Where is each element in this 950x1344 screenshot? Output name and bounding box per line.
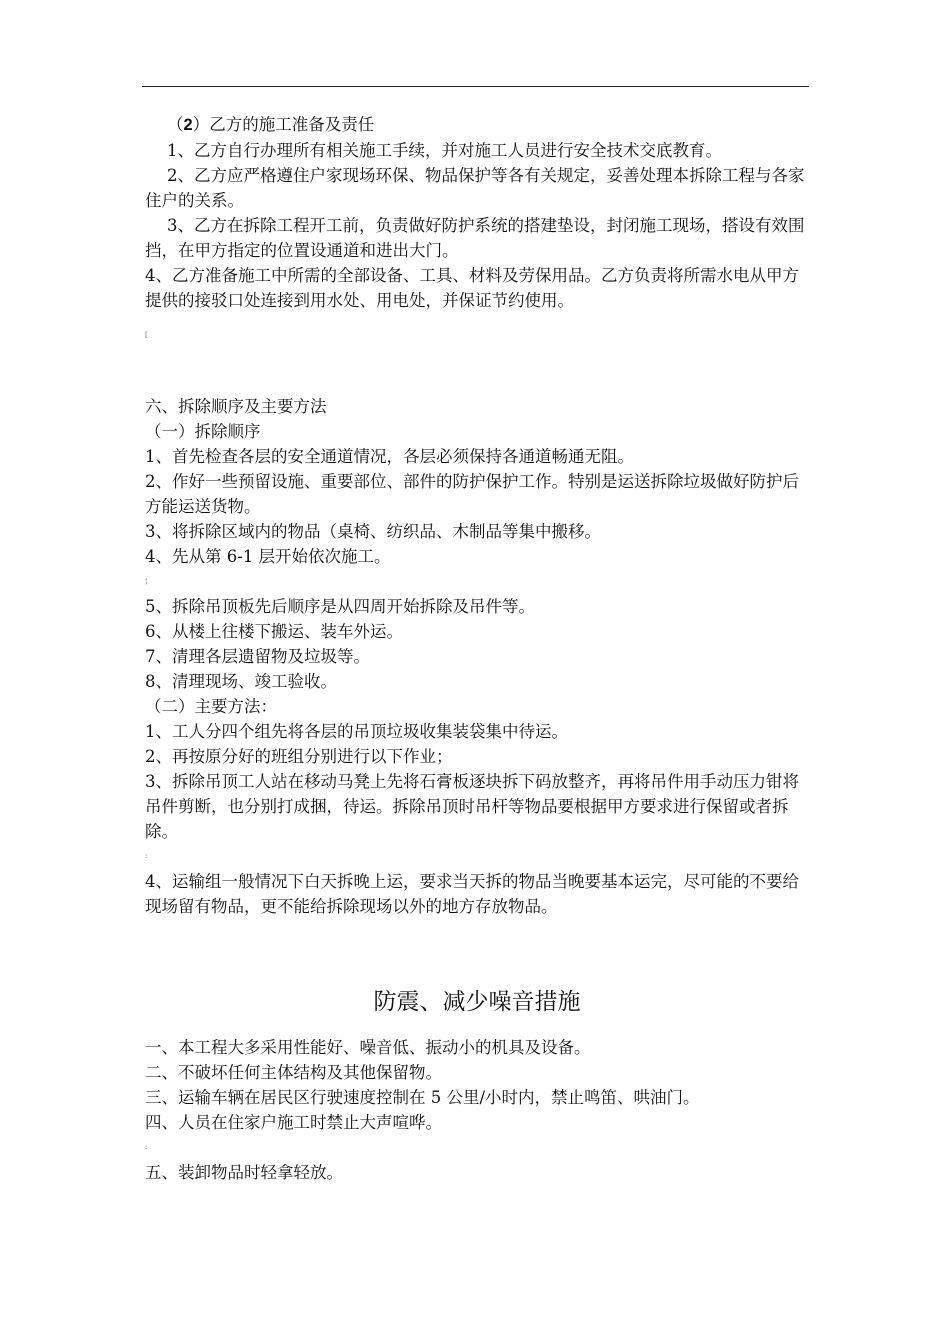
list-item: 6、从楼上往楼下搬运、装车外运。 xyxy=(145,622,403,641)
section-title-noise: 防震、减少噪音措施 xyxy=(373,989,581,1015)
list-item: 2、作好一些预留设施、重要部位、部件的防护保护工作。特别是运送拆除垃圾做好防护后方能运送货物。 xyxy=(145,472,799,516)
subheading-order: （一）拆除顺序 xyxy=(145,422,261,441)
heading-open-paren: （ xyxy=(167,115,184,134)
stray-marker: : xyxy=(145,852,148,860)
list-item: 3、将拆除区域内的物品（桌椅、纺织品、木制品等集中搬移。 xyxy=(145,522,601,541)
list-item: 2、再按原分好的班组分别进行以下作业； xyxy=(145,747,453,766)
stray-marker: [ xyxy=(145,331,148,339)
list-item: 1、首先检查各层的安全通道情况，各层必须保持各通道畅通无阻。 xyxy=(145,447,634,466)
list-item: 二、不破坏任何主体结构及其他保留物。 xyxy=(145,1063,442,1082)
stray-marker: : xyxy=(145,1143,148,1151)
list-item: 五、装卸物品时轻拿轻放。 xyxy=(145,1163,343,1182)
list-item: 一、本工程大多采用性能好、噪音低、振动小的机具及设备。 xyxy=(145,1038,591,1057)
document-body xyxy=(145,112,809,1185)
list-item: 4、先从第 6-1 层开始依次施工。 xyxy=(145,547,391,566)
section-heading-demolition: 六、拆除顺序及主要方法 xyxy=(145,397,327,416)
list-item: 7、清理各层遗留物及垃圾等。 xyxy=(145,647,370,666)
list-item: 四、人员在住家户施工时禁止大声喧哗。 xyxy=(145,1113,442,1132)
list-item: 1、工人分四个组先将各层的吊顶垃圾收集装袋集中待运。 xyxy=(145,722,568,741)
paragraph: 4、乙方准备施工中所需的全部设备、工具、材料及劳保用品。乙方负责将所需水电从甲方提供的接驳口处连接到用水处、用电处，并保证节约使用。 xyxy=(145,266,799,310)
list-item: 5、拆除吊顶板先后顺序是从四周开始拆除及吊件等。 xyxy=(145,597,535,616)
stray-marker: ¦ xyxy=(145,577,148,585)
subheading-methods: （二）主要方法： xyxy=(145,697,277,716)
heading-text: ）乙方的施工准备及责任 xyxy=(192,115,375,134)
paragraph: 3、乙方在拆除工程开工前，负责做好防护系统的搭建垫设，封闭施工现场，搭设有效围挡，在甲方指定的位置设通道和进出大门。 xyxy=(145,216,805,260)
list-item: 3、拆除吊顶工人站在移动马凳上先将石膏板逐块拆下码放整齐，再将吊件用手动压力钳将吊件剪断，也分别打成捆，待运。拆除吊顶时吊杆等物品要根据甲方要求进行保留或者拆除。 xyxy=(145,772,799,841)
section-heading-contractor-prep xyxy=(145,112,809,138)
paragraph: 2、乙方应严格遵住户家现场环保、物品保护等各有关规定，妥善处理本拆除工程与各家住户的关系。 xyxy=(145,166,805,210)
list-item: 8、清理现场、竣工验收。 xyxy=(145,672,337,691)
list-item: 三、运输车辆在居民区行驶速度控制在 5 公里/小时内，禁止鸣笛、哄油门。 xyxy=(145,1088,700,1107)
list-item: 4、运输组一般情况下白天拆晚上运，要求当天拆的物品当晚要基本运完，尽可能的不要给现场留有物品，更不能给拆除现场以外的地方存放物品。 xyxy=(145,872,799,916)
heading-number: 2 xyxy=(183,116,193,134)
header-rule xyxy=(142,86,809,87)
paragraph: 1、乙方自行办理所有相关施工手续，并对施工人员进行安全技术交底教育。 xyxy=(167,141,722,160)
